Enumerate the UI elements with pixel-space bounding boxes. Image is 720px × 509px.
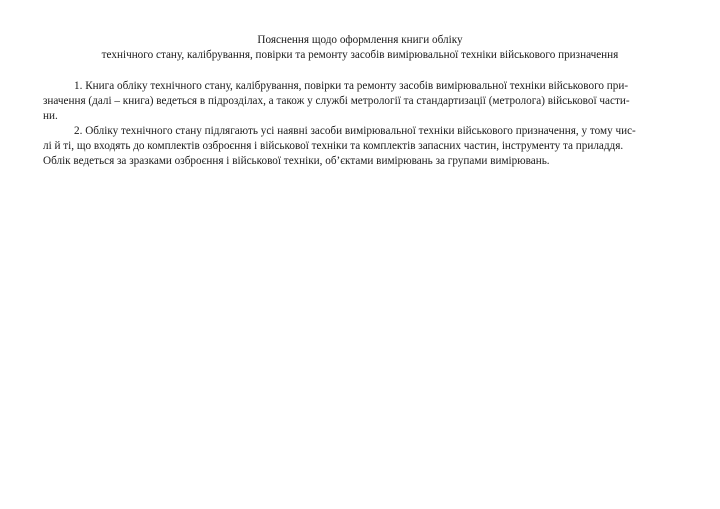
document-body <box>43 79 683 169</box>
paragraph-1-line-2: значення (далі – книга) ведеться в підрозділах, а також у службі метрології та стандартизації (метролога) військової части- <box>43 95 630 107</box>
paragraph-1-line-3: ни. <box>43 110 58 122</box>
paragraph-1 <box>43 79 683 124</box>
paragraph-2-line-3: Облік ведеться за зразками озброєння і військової техніки, об’єктами вимірювань за групами вимірювань. <box>43 155 550 167</box>
title-line-1: Пояснення щодо оформлення книги обліку <box>257 34 463 46</box>
paragraph-1-line-1: 1. Книга обліку технічного стану, калібрування, повірки та ремонту засобів вимірювальної техніки військового при- <box>74 80 629 92</box>
title-line-2: технічного стану, калібрування, повірки та ремонту засобів вимірювальної техніки військового призначення <box>101 49 619 61</box>
paragraph-2 <box>43 124 683 169</box>
paragraph-2-line-2: лі й ті, що входять до комплектів озброєння і військової техніки та комплектів запасних частин, інструменту та приладдя. <box>43 140 624 152</box>
document-title <box>0 33 720 63</box>
paragraph-2-line-1: 2. Обліку технічного стану підлягають усі наявні засоби вимірювальної техніки військового призначення, у тому чис- <box>74 125 636 137</box>
